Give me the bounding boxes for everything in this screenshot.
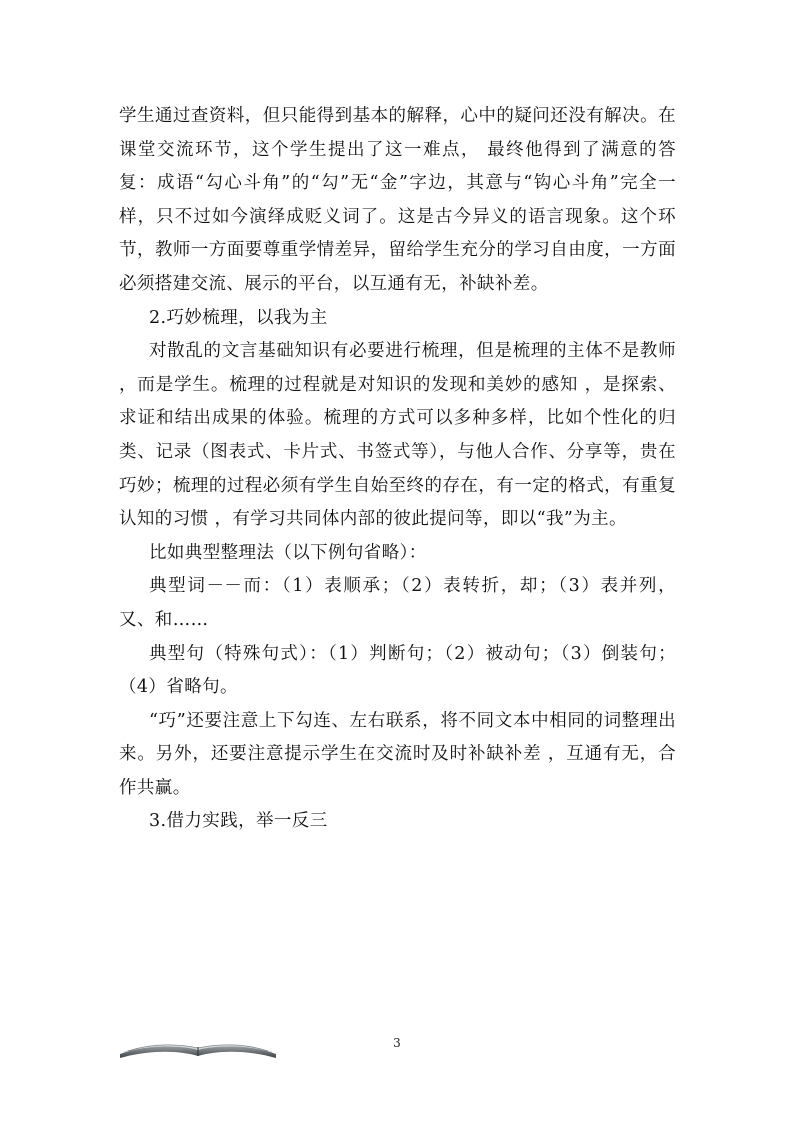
paragraph-5: 典型句（特殊句式）：（1）判断句；（2）被动句；（3）倒装句；（4）省略句。 xyxy=(119,643,676,698)
paragraph-2: 对散乱的文言基础知识有必要进行梳理，但是梳理的主体不是教师 ，而是学生。梳理的过程就是对知识的发现和美妙的感知 ，是探索、求证和结出成果的体验。梳理的方式可以多种多样，比如个性化的归类、记录（图表式、卡片式、书签式等），与他人合作、分享等，贵在巧妙；梳理的过程必须有学生自始至终的存在，有一定的格式，有重复认知的习惯 ，有学习共同体内部的彼此提问等，即以“我”为主。 xyxy=(119,341,676,530)
paragraph-6: “巧”还要注意上下勾连、左右联系，将不同文本中相同的词整理出来。另外，还要注意提示学生在交流时及时补缺补差 ，互通有无，合作共赢。 xyxy=(119,710,676,798)
paragraph-4: 典型词－－而：（1）表顺承；（2）表转折，却；（3）表并列，又、和…… xyxy=(119,576,676,630)
paragraph-3: 比如典型整理法（以下例句省略）： xyxy=(149,542,427,563)
page-footer xyxy=(0,1028,794,1068)
body-text xyxy=(119,100,676,839)
open-book-icon xyxy=(118,1038,278,1060)
section-heading-2: 2.巧妙梳理，以我为主 xyxy=(149,307,328,328)
page-number: 3 xyxy=(393,1036,401,1050)
paragraph-1: 学生通过查资料，但只能得到基本的解释，心中的疑问还没有解决。在课堂交流环节，这个学生提出了这一难点， 最终他得到了满意的答复：成语“勾心斗角”的“勾”无“金”字边，其意与“钩心斗角”完全一样，只不过如今演绎成贬义词了。这是古今异义的语言现象。这个环节，教师一方面要尊重学情差异，留给学生充分的学习自由度，一方面必须搭建交流、展示的平台，以互通有无，补缺补差。 xyxy=(119,106,676,294)
section-heading-3: 3.借力实践，举一反三 xyxy=(149,811,328,832)
